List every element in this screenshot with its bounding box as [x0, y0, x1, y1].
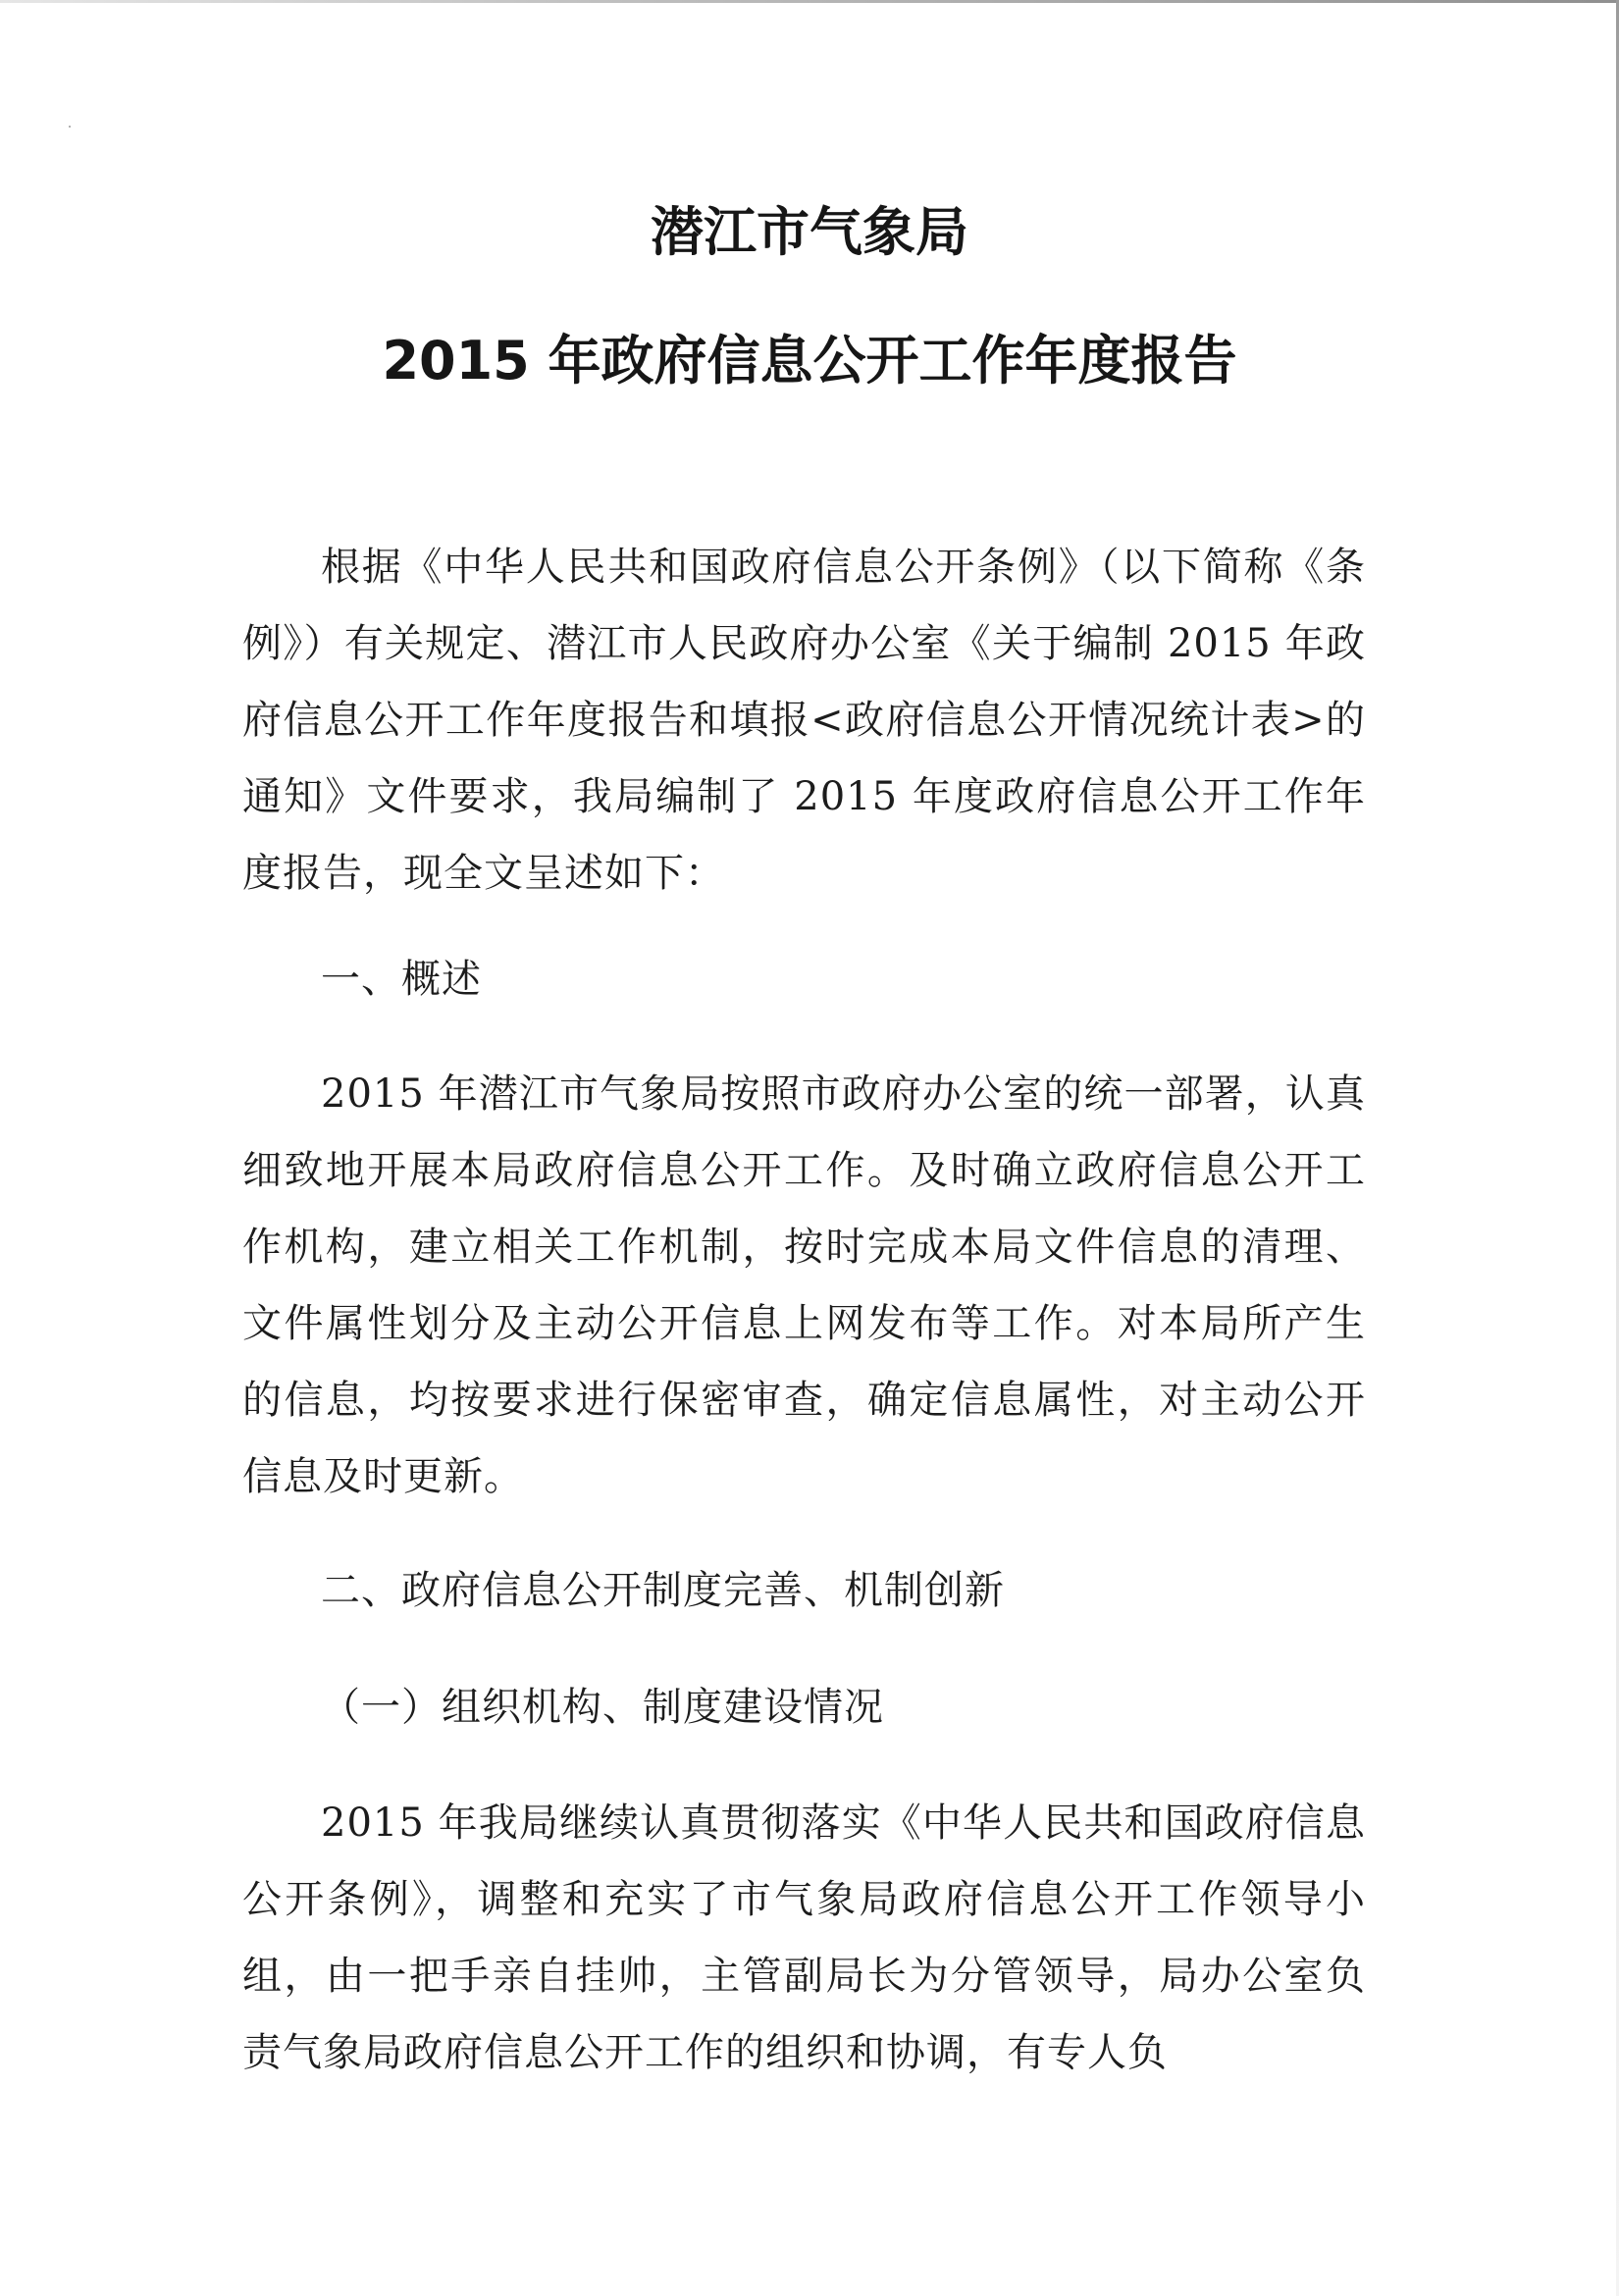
section2-sub1-body-text: 2015 年我局继续认真贯彻落实《中华人民共和国政府信息公开条例》，调整和充实了市气象局政府信息公开工作领导小组，由一把手亲自挂帅，主管副局长为分管领导，局办公室负责气象局政府信息公开工作的组织和协调，有专人负	[242, 1800, 1366, 2075]
section1-heading-text: 一、概述	[321, 957, 482, 1002]
document-title-report: 2015 年政府信息公开工作年度报告	[382, 330, 1237, 391]
scan-edge-top	[0, 0, 1619, 3]
section2-sub1-paragraph	[242, 1785, 1366, 2091]
intro-text: 根据《中华人民共和国政府信息公开条例》（以下简称《条例》）有关规定、潜江市人民政府办公室《关于编制 2015 年政府信息公开工作年度报告和填报<政府信息公开情况统计表>的通知》文件要求，我局编制了 2015 年度政府信息公开工作年度报告，现全文呈述如下：	[242, 545, 1366, 896]
section2-sub1-heading	[242, 1669, 1366, 1746]
section2-heading-text: 二、政府信息公开制度完善、机制创新	[321, 1568, 1005, 1613]
intro-paragraph	[242, 529, 1366, 912]
section1-heading	[242, 941, 1366, 1018]
section2-sub1-heading-text: （一）组织机构、制度建设情况	[321, 1685, 884, 1730]
scan-speck	[69, 126, 71, 128]
document-title-org: 潜江市气象局	[651, 201, 968, 263]
section1-body-text: 2015 年潜江市气象局按照市政府办公室的统一部署，认真细致地开展本局政府信息公开工作。及时确立政府信息公开工作机构，建立相关工作机制，按时完成本局文件信息的清理、文件属性划分及主动公开信息上网发布等工作。对本局所产生的信息，均按要求进行保密审查，确定信息属性，对主动公开信息及时更新。	[242, 1071, 1366, 1499]
section2-heading	[242, 1552, 1366, 1629]
section1-paragraph	[242, 1056, 1366, 1515]
